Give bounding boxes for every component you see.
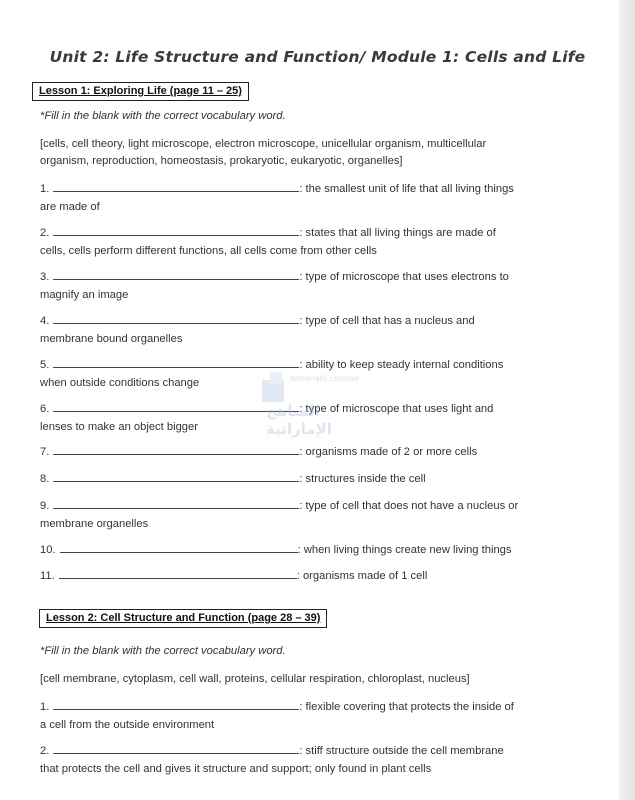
question-number: 2.	[40, 227, 50, 239]
watermark-arabic: المناهج الإماراتية	[266, 402, 332, 438]
question-definition: : organisms made of 1 cell	[296, 570, 428, 582]
question-item	[40, 470, 600, 488]
question-definition: : structures inside the cell	[299, 473, 426, 485]
question-number: 2.	[40, 745, 50, 757]
answer-blank[interactable]	[53, 743, 299, 754]
question-line	[40, 268, 600, 286]
answer-blank[interactable]	[53, 471, 299, 482]
question-number: 3.	[40, 271, 50, 283]
question-number: 9.	[40, 500, 50, 512]
question-item	[40, 268, 600, 304]
question-definition: : type of cell that has a nucleus and	[299, 315, 475, 327]
question-number: 6.	[40, 403, 50, 415]
question-item	[40, 541, 600, 559]
question-line	[40, 224, 600, 242]
question-definition: : stiff structure outside the cell membrane	[299, 745, 504, 757]
page-title: Unit 2: Life Structure and Function/ Module 1: Cells and Life	[49, 48, 586, 66]
word-bank-line: organism, reproduction, homeostasis, prokaryotic, eukaryotic, organelles]	[40, 155, 403, 167]
question-definition: : type of cell that does not have a nucleus or	[299, 500, 519, 512]
question-definition: : states that all living things are made of	[299, 227, 496, 239]
question-line	[40, 567, 600, 585]
question-line	[40, 497, 600, 515]
answer-blank[interactable]	[53, 313, 299, 324]
question-definition-continued: when outside conditions change	[40, 377, 200, 389]
question-definition: : type of microscope that uses light and	[299, 403, 494, 415]
question-item	[40, 567, 600, 585]
question-line	[40, 443, 600, 461]
question-definition: : when living things create new living things	[297, 544, 512, 556]
question-line	[40, 541, 600, 559]
answer-blank[interactable]	[53, 181, 299, 192]
watermark-logo	[262, 372, 372, 438]
answer-blank[interactable]	[53, 357, 299, 368]
question-definition: : the smallest unit of life that all living things	[299, 183, 514, 195]
question-number: 1.	[40, 183, 50, 195]
question-number: 5.	[40, 359, 50, 371]
question-definition: : type of microscope that uses electrons to	[299, 271, 509, 283]
question-definition-continued: membrane bound organelles	[40, 333, 183, 345]
question-number: 8.	[40, 473, 50, 485]
logo-square-icon	[270, 372, 282, 384]
lesson2-heading: Lesson 2: Cell Structure and Function (page 28 – 39)	[39, 609, 327, 628]
question-definition-continued: that protects the cell and gives it structure and support; only found in plant cells	[40, 763, 432, 775]
question-line	[40, 698, 600, 716]
question-number: 11.	[40, 570, 55, 582]
lesson1-heading: Lesson 1: Exploring Life (page 11 – 25)	[32, 82, 249, 101]
question-number: 10.	[40, 544, 56, 556]
answer-blank[interactable]	[53, 269, 299, 280]
answer-blank[interactable]	[59, 568, 297, 579]
question-definition: : ability to keep steady internal conditions	[299, 359, 504, 371]
word-bank-line: [cells, cell theory, light microscope, electron microscope, unicellular organism, multicellular	[40, 138, 487, 150]
watermark-url: almanahj.com/ae	[290, 374, 360, 383]
question-item	[40, 312, 600, 348]
lesson2-word-bank: [cell membrane, cytoplasm, cell wall, proteins, cellular respiration, chloroplast, nucleus]	[40, 673, 470, 685]
answer-blank[interactable]	[60, 542, 298, 553]
question-definition: : organisms made of 2 or more cells	[299, 446, 478, 458]
question-line	[40, 180, 600, 198]
question-definition-continued: are made of	[40, 201, 100, 213]
question-item	[40, 742, 600, 778]
question-definition-continued: cells, cells perform different functions, all cells come from other cells	[40, 245, 377, 257]
question-item	[40, 180, 600, 216]
lesson1-instruction: *Fill in the blank with the correct vocabulary word.	[40, 110, 286, 122]
lesson1-word-bank	[40, 136, 600, 170]
page-edge	[619, 0, 635, 800]
question-definition-continued: lenses to make an object bigger	[40, 421, 198, 433]
question-definition-continued: magnify an image	[40, 289, 129, 301]
answer-blank[interactable]	[53, 498, 299, 509]
question-item	[40, 698, 600, 734]
question-number: 1.	[40, 701, 50, 713]
question-number: 4.	[40, 315, 50, 327]
answer-blank[interactable]	[53, 444, 299, 455]
question-item	[40, 224, 600, 260]
lesson2-instruction: *Fill in the blank with the correct vocabulary word.	[40, 645, 286, 657]
question-line	[40, 312, 600, 330]
question-definition: : flexible covering that protects the inside of	[299, 701, 514, 713]
question-line	[40, 470, 600, 488]
question-item	[40, 497, 600, 533]
question-line	[40, 742, 600, 760]
question-item	[40, 443, 600, 461]
question-number: 7.	[40, 446, 50, 458]
answer-blank[interactable]	[53, 699, 299, 710]
question-definition-continued: a cell from the outside environment	[40, 719, 215, 731]
answer-blank[interactable]	[53, 225, 299, 236]
question-definition-continued: membrane organelles	[40, 518, 149, 530]
